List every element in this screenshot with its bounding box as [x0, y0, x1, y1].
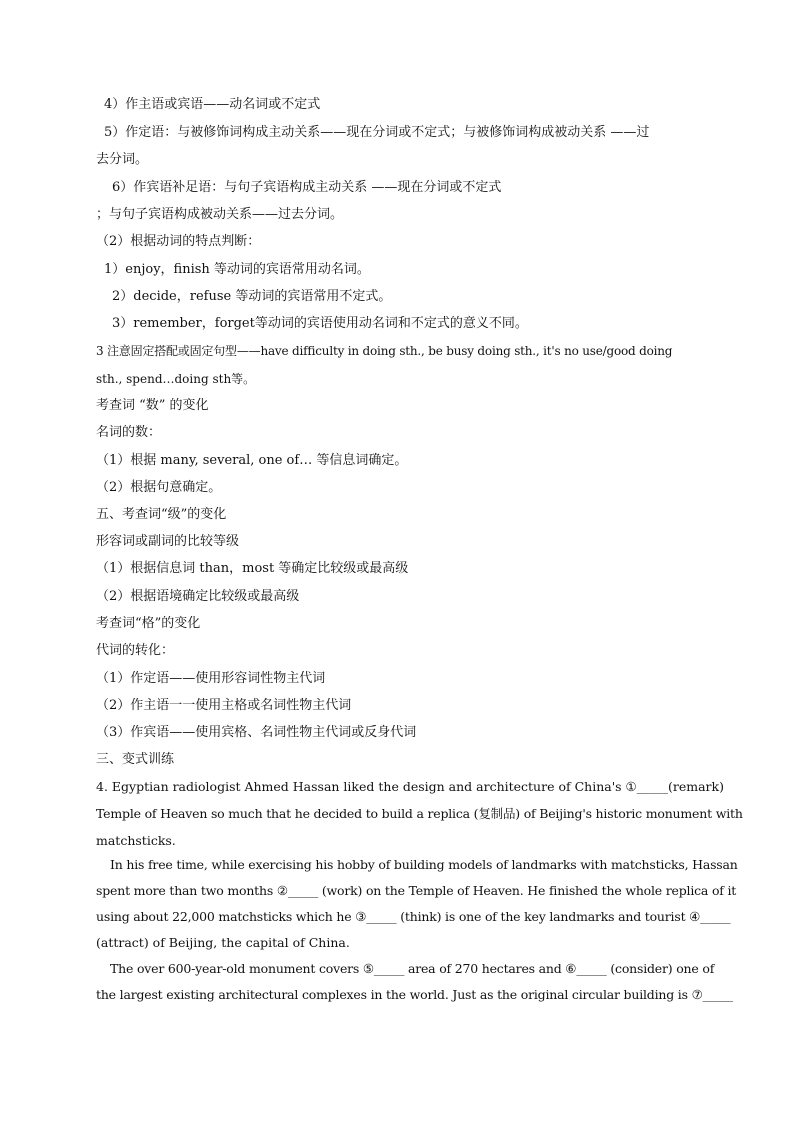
exercise-text-line: the largest existing architectural complexes in the world. Just as the original circular building is ⑦_____: [96, 987, 733, 1002]
text-line: （1）作定语——使用形容词性物主代词: [96, 671, 326, 686]
text-line: 1）enjoy，finish 等动词的宾语常用动名词。: [104, 262, 370, 277]
text-line: 3）remember，forget等动词的宾语使用动名词和不定式的意义不同。: [112, 316, 528, 331]
exercise-text-line: 4. Egyptian radiologist Ahmed Hassan liked the design and architecture of China's ①_____(remark): [96, 779, 724, 794]
section-heading: 考查词 “数” 的变化: [96, 398, 209, 413]
text-line: （3）作宾语——使用宾格、名词性物主代词或反身代词: [96, 725, 417, 740]
text-line: 去分词。: [96, 152, 149, 167]
text-line: 6）作宾语补足语：与句子宾语构成主动关系 ——现在分词或不定式: [112, 180, 502, 195]
exercise-text-line: Temple of Heaven so much that he decided to build a replica (复制品) of Beijing's historic monument with: [96, 806, 743, 821]
exercise-text-line: (attract) of Beijing, the capital of China.: [96, 935, 350, 950]
text-line: 5）作定语：与被修饰词构成主动关系——现在分词或不定式；与被修饰词构成被动关系 ——过: [104, 125, 650, 140]
text-line: （2）根据动词的特点判断：: [96, 234, 261, 249]
text-line: （1）根据信息词 than，most 等确定比较级或最高级: [96, 561, 409, 576]
exercise-text-line: using about 22,000 matchsticks which he ③_____ (think) is one of the key landmarks and tourist ④_____: [96, 909, 731, 924]
exercise-text-line: matchsticks.: [96, 833, 176, 848]
text-line: （2）根据句意确定。: [96, 480, 222, 495]
text-line: （2）作主语一一使用主格或名词性物主代词: [96, 698, 352, 713]
section-heading: 考查词“格”的变化: [96, 616, 201, 631]
text-line: 3 注意固定搭配或固定句型——have difficulty in doing sth., be busy doing sth., it's no use/good doing: [96, 344, 673, 358]
exercise-text-line: spent more than two months ②_____ (work) on the Temple of Heaven. He finished the whole replica of it: [96, 883, 737, 898]
text-line: 形容词或副词的比较等级: [96, 534, 240, 549]
text-line: sth., spend…doing sth等。: [96, 372, 256, 386]
text-line: （2）根据语境确定比较级或最高级: [96, 589, 300, 604]
text-line: （1）根据 many, several, one of… 等信息词确定。: [96, 453, 408, 468]
section-heading: 三、变式训练: [96, 752, 175, 767]
text-line: 4）作主语或宾语——动名词或不定式: [104, 97, 321, 112]
text-line: ；与句子宾语构成被动关系——过去分词。: [96, 207, 344, 222]
text-line: 2）decide，refuse 等动词的宾语常用不定式。: [112, 289, 392, 304]
section-heading: 五、考查词“级”的变化: [96, 507, 227, 522]
exercise-text-line: In his free time, while exercising his hobby of building models of landmarks with matchsticks, Hassan: [110, 857, 738, 872]
text-line: 名词的数：: [96, 425, 162, 440]
text-line: 代词的转化：: [96, 643, 175, 658]
exercise-text-line: The over 600-year-old monument covers ⑤_____ area of 270 hectares and ⑥_____ (consider) one of: [110, 961, 715, 976]
